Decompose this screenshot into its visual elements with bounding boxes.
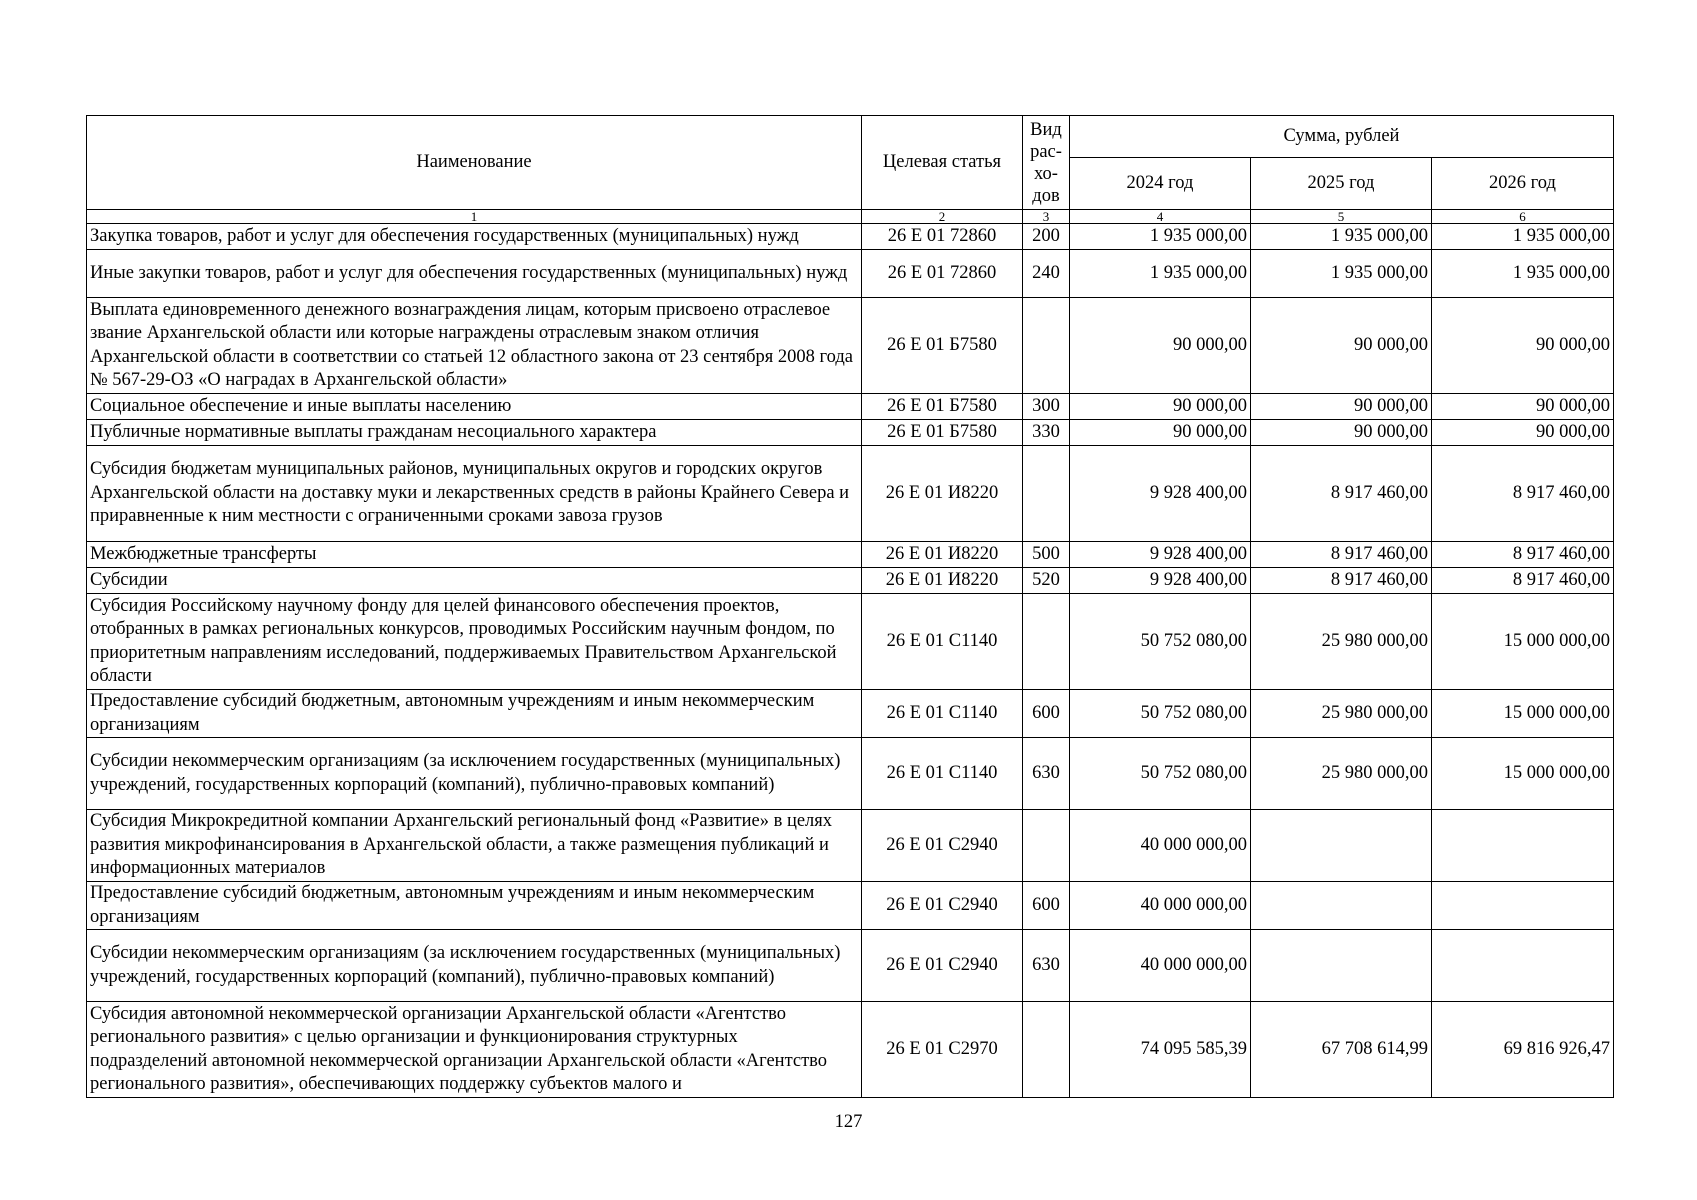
- table-row: [87, 446, 1614, 542]
- header-expense-type: [1023, 116, 1070, 210]
- row-name: Предоставление субсидий бюджетным, автономным учреждениям и иным некоммерческим организациям: [87, 882, 862, 930]
- row-target-article: 26 Е 01 С1140: [862, 594, 1023, 690]
- row-name: Иные закупки товаров, работ и услуг для обеспечения государственных (муниципальных) нужд: [87, 250, 862, 298]
- row-amount-2026: 1 935 000,00: [1432, 250, 1614, 298]
- header-name: Наименование: [87, 116, 862, 210]
- row-amount-2026: [1432, 930, 1614, 1002]
- row-amount-2024: 50 752 080,00: [1070, 738, 1251, 810]
- column-number: 1: [87, 210, 862, 224]
- row-expense-type: [1023, 446, 1070, 542]
- row-target-article: 26 Е 01 И8220: [862, 568, 1023, 594]
- row-name: Субсидия бюджетам муниципальных районов, муниципальных округов и городских округов Архангельской области на доставку муки и лекарственных средств в районы Крайнего Севера и приравненные к ним местности с ограниченными сроками завоза грузов: [87, 446, 862, 542]
- header-vid-line: рас-: [1030, 141, 1062, 162]
- row-amount-2024: 90 000,00: [1070, 298, 1251, 394]
- row-amount-2026: 90 000,00: [1432, 394, 1614, 420]
- row-amount-2026: 15 000 000,00: [1432, 738, 1614, 810]
- row-name: Субсидия Микрокредитной компании Архангельский региональный фонд «Развитие» в целях развития микрофинансирования в Архангельской области, а также размещения публикаций и информационных материалов: [87, 810, 862, 882]
- row-expense-type: 520: [1023, 568, 1070, 594]
- row-expense-type: [1023, 298, 1070, 394]
- row-target-article: 26 Е 01 Б7580: [862, 394, 1023, 420]
- table-row: [87, 882, 1614, 930]
- table-row: [87, 394, 1614, 420]
- row-amount-2026: [1432, 882, 1614, 930]
- row-expense-type: [1023, 1002, 1070, 1098]
- row-amount-2024: 40 000 000,00: [1070, 882, 1251, 930]
- row-target-article: 26 Е 01 С1140: [862, 738, 1023, 810]
- row-name: Выплата единовременного денежного вознаграждения лицам, которым присвоено отраслевое звание Архангельской области или которые награждены отраслевым знаком отличия Архангельской области в соответствии со статьей 12 областного закона от 23 сентября 2008 года № 567-29-ОЗ «О наградах в Архангельской области»: [87, 298, 862, 394]
- row-amount-2025: 90 000,00: [1251, 394, 1432, 420]
- row-amount-2024: 50 752 080,00: [1070, 594, 1251, 690]
- row-amount-2024: 90 000,00: [1070, 420, 1251, 446]
- row-amount-2026: 90 000,00: [1432, 420, 1614, 446]
- row-amount-2026: 8 917 460,00: [1432, 568, 1614, 594]
- row-amount-2024: 50 752 080,00: [1070, 690, 1251, 738]
- row-amount-2025: [1251, 930, 1432, 1002]
- row-expense-type: 500: [1023, 542, 1070, 568]
- column-number: 5: [1251, 210, 1432, 224]
- header-vid-line: дов: [1032, 185, 1060, 206]
- row-expense-type: [1023, 594, 1070, 690]
- row-name: Субсидии: [87, 568, 862, 594]
- row-amount-2026: 15 000 000,00: [1432, 690, 1614, 738]
- table-row: [87, 420, 1614, 446]
- row-amount-2024: 1 935 000,00: [1070, 224, 1251, 250]
- row-target-article: 26 Е 01 С2940: [862, 882, 1023, 930]
- row-amount-2025: 25 980 000,00: [1251, 594, 1432, 690]
- row-name: Закупка товаров, работ и услуг для обеспечения государственных (муниципальных) нужд: [87, 224, 862, 250]
- row-target-article: 26 Е 01 И8220: [862, 446, 1023, 542]
- row-name: [87, 1002, 862, 1098]
- row-target-article: 26 Е 01 С2940: [862, 810, 1023, 882]
- row-amount-2024: 40 000 000,00: [1070, 930, 1251, 1002]
- column-number: 3: [1023, 210, 1070, 224]
- header-row-top: [87, 116, 1614, 158]
- header-target-article: Целевая статья: [862, 116, 1023, 210]
- row-expense-type: 630: [1023, 930, 1070, 1002]
- row-amount-2026: 69 816 926,47: [1432, 1002, 1614, 1098]
- row-name: Субсидии некоммерческим организациям (за исключением государственных (муниципальных) учреждений, государственных корпораций (компаний), публично-правовых компаний): [87, 930, 862, 1002]
- row-expense-type: 600: [1023, 882, 1070, 930]
- budget-table: [86, 115, 1614, 1098]
- row-amount-2025: 90 000,00: [1251, 420, 1432, 446]
- column-number: 6: [1432, 210, 1614, 224]
- row-name-text: Субсидия автономной некоммерческой организации Архангельской области «Агентство регионального развития» с целью организации и функционирования структурных подразделений автономной некоммерческой организации Архангельской области «Агентство регионального развития», обеспечивающих поддержку субъектов малого и: [90, 1003, 828, 1094]
- row-target-article: 26 Е 01 С1140: [862, 690, 1023, 738]
- row-amount-2025: 25 980 000,00: [1251, 690, 1432, 738]
- row-amount-2024: 90 000,00: [1070, 394, 1251, 420]
- row-amount-2025: 8 917 460,00: [1251, 568, 1432, 594]
- table-row: [87, 298, 1614, 394]
- row-name: Предоставление субсидий бюджетным, автономным учреждениям и иным некоммерческим организациям: [87, 690, 862, 738]
- row-target-article: 26 Е 01 72860: [862, 224, 1023, 250]
- page-number: 127: [834, 1112, 863, 1132]
- header-vid-line: Вид: [1030, 119, 1062, 140]
- row-amount-2025: [1251, 810, 1432, 882]
- row-target-article: 26 Е 01 Б7580: [862, 298, 1023, 394]
- row-amount-2025: 25 980 000,00: [1251, 738, 1432, 810]
- column-number: 4: [1070, 210, 1251, 224]
- header-vid-line: хо-: [1034, 163, 1058, 184]
- row-expense-type: 600: [1023, 690, 1070, 738]
- row-name: Межбюджетные трансферты: [87, 542, 862, 568]
- row-expense-type: 300: [1023, 394, 1070, 420]
- row-expense-type: [1023, 810, 1070, 882]
- row-amount-2024: 40 000 000,00: [1070, 810, 1251, 882]
- row-amount-2026: 15 000 000,00: [1432, 594, 1614, 690]
- row-amount-2026: 1 935 000,00: [1432, 224, 1614, 250]
- table-row: [87, 930, 1614, 1002]
- table-row: [87, 250, 1614, 298]
- table-row: [87, 1002, 1614, 1098]
- row-target-article: 26 Е 01 С2970: [862, 1002, 1023, 1098]
- row-amount-2025: 67 708 614,99: [1251, 1002, 1432, 1098]
- row-amount-2026: 8 917 460,00: [1432, 446, 1614, 542]
- row-amount-2025: [1251, 882, 1432, 930]
- row-amount-2024: 74 095 585,39: [1070, 1002, 1251, 1098]
- row-name: Социальное обеспечение и иные выплаты населению: [87, 394, 862, 420]
- row-amount-2025: 8 917 460,00: [1251, 446, 1432, 542]
- row-amount-2025: 1 935 000,00: [1251, 224, 1432, 250]
- table-row: [87, 738, 1614, 810]
- row-amount-2026: [1432, 810, 1614, 882]
- row-amount-2024: 9 928 400,00: [1070, 542, 1251, 568]
- row-amount-2024: 1 935 000,00: [1070, 250, 1251, 298]
- row-name: Публичные нормативные выплаты гражданам несоциального характера: [87, 420, 862, 446]
- row-amount-2024: 9 928 400,00: [1070, 446, 1251, 542]
- row-target-article: 26 Е 01 Б7580: [862, 420, 1023, 446]
- header-year-2026: 2026 год: [1432, 158, 1614, 210]
- row-name: Субсидии некоммерческим организациям (за исключением государственных (муниципальных) учреждений, государственных корпораций (компаний), публично-правовых компаний): [87, 738, 862, 810]
- header-year-2024: 2024 год: [1070, 158, 1251, 210]
- row-expense-type: 630: [1023, 738, 1070, 810]
- table-row: [87, 542, 1614, 568]
- column-number-row: [87, 210, 1614, 224]
- column-number: 2: [862, 210, 1023, 224]
- row-amount-2026: 90 000,00: [1432, 298, 1614, 394]
- row-amount-2025: 1 935 000,00: [1251, 250, 1432, 298]
- row-target-article: 26 Е 01 И8220: [862, 542, 1023, 568]
- table-row: [87, 594, 1614, 690]
- row-amount-2025: 8 917 460,00: [1251, 542, 1432, 568]
- header-year-2025: 2025 год: [1251, 158, 1432, 210]
- header-sum: Сумма, рублей: [1070, 116, 1614, 158]
- table-row: [87, 568, 1614, 594]
- row-amount-2025: 90 000,00: [1251, 298, 1432, 394]
- table-row: [87, 810, 1614, 882]
- row-expense-type: 330: [1023, 420, 1070, 446]
- row-amount-2024: 9 928 400,00: [1070, 568, 1251, 594]
- row-target-article: 26 Е 01 С2940: [862, 930, 1023, 1002]
- row-name: Субсидия Российскому научному фонду для целей финансового обеспечения проектов, отобранных в рамках региональных конкурсов, проводимых Российским научным фондом, по приоритетным направлениям исследований, поддерживаемых Правительством Архангельской области: [87, 594, 862, 690]
- row-target-article: 26 Е 01 72860: [862, 250, 1023, 298]
- table-row: [87, 224, 1614, 250]
- row-amount-2026: 8 917 460,00: [1432, 542, 1614, 568]
- row-expense-type: 240: [1023, 250, 1070, 298]
- table-row: [87, 690, 1614, 738]
- row-expense-type: 200: [1023, 224, 1070, 250]
